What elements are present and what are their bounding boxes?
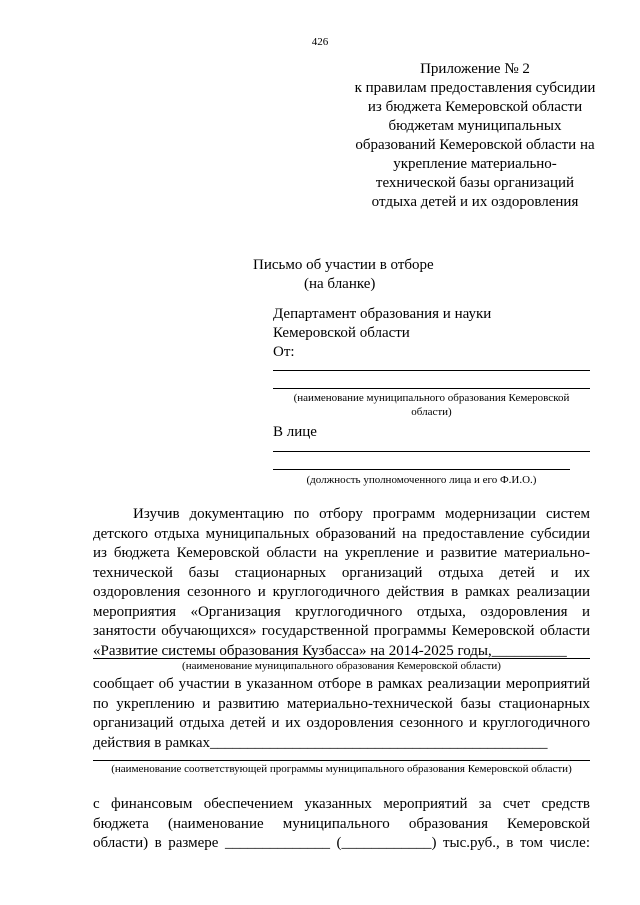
- letter-title-main: Письмо об участии в отборе: [253, 257, 434, 273]
- text-line: бюджета (наименование муниципального образования Кемеровской: [93, 815, 590, 832]
- appendix-line: технической базы организаций: [375, 175, 575, 191]
- letter-title: [253, 256, 434, 294]
- text-line: мероприятия «Организация круглогодичного отдыха, оздоровления и: [93, 603, 590, 620]
- program-fill-line[interactable]: [93, 760, 590, 761]
- appendix-line: бюджетам муниципальных: [388, 118, 562, 134]
- person-note: (должность уполномоченного лица и его Ф.И.О.): [306, 474, 537, 486]
- text-line: Изучив документацию по отбору программ модернизации систем: [133, 506, 590, 522]
- addressee-line-1: Департамент образования и науки: [273, 306, 492, 322]
- note-program: (наименование соответствующей программы муниципального образования Кемеровской области): [111, 763, 572, 775]
- letter-title-sub: (на бланке): [304, 276, 376, 292]
- paragraph-3: [93, 795, 590, 854]
- appendix-line: отдыха детей и их оздоровления: [371, 194, 579, 210]
- text-line: с финансовым обеспечением указанных мероприятий за счет средств: [93, 796, 590, 812]
- appendix-line: Приложение № 2: [420, 61, 530, 77]
- appendix-line: укрепление материально-: [393, 156, 557, 172]
- text-line: занятости обучающихся» государственной программы Кемеровской области: [93, 623, 590, 639]
- from-fill-line-1[interactable]: [273, 370, 590, 371]
- note-municipality: (наименование муниципального образования Кемеровской области): [182, 660, 501, 672]
- text-line: «Развитие системы образования Кузбасса» на 2014-2025 годы,__________: [93, 642, 567, 659]
- from-label: От:: [273, 344, 295, 360]
- page-number: 426: [311, 36, 329, 48]
- appendix-line: из бюджета Кемеровской области: [367, 99, 583, 115]
- person-label: В лице: [273, 424, 317, 440]
- appendix-header: [340, 60, 610, 212]
- person-fill-line-1[interactable]: [273, 451, 590, 452]
- paragraph-1: [93, 505, 590, 661]
- text-line: детского отдыха муниципальных образований на предоставление субсидии: [93, 525, 590, 542]
- paragraph-2: [93, 675, 590, 753]
- text-line: организаций отдыха детей и их оздоровления сезонного и круглогодичного: [93, 715, 590, 731]
- appendix-line: образований Кемеровской области на: [355, 137, 595, 153]
- text-line: сообщает об участии в указанном отборе в рамках реализации мероприятий: [93, 676, 590, 692]
- text-line: технической базы стационарных организаций отдыха детей и их: [93, 564, 590, 581]
- text-line: действия в рамках_____________________________________________: [93, 734, 548, 751]
- text-line: оздоровления сезонного и круглогодичного действия в рамках реализации: [93, 584, 590, 600]
- from-fill-line-2[interactable]: [273, 388, 590, 389]
- text-line: области) в размере ______________ (____________) тыс.руб., в том числе:: [93, 835, 590, 851]
- appendix-line: к правилам предоставления субсидии: [354, 80, 596, 96]
- text-line: из бюджета Кемеровской области на укрепление и развитие материально-: [93, 545, 590, 561]
- addressee-line-2: Кемеровской области: [273, 325, 410, 341]
- from-note: (наименование муниципального образования Кемеровской области): [293, 392, 570, 418]
- person-fill-line-2[interactable]: [273, 469, 570, 470]
- text-line: по укреплению и развитию материально-технической базы стационарных: [93, 695, 590, 712]
